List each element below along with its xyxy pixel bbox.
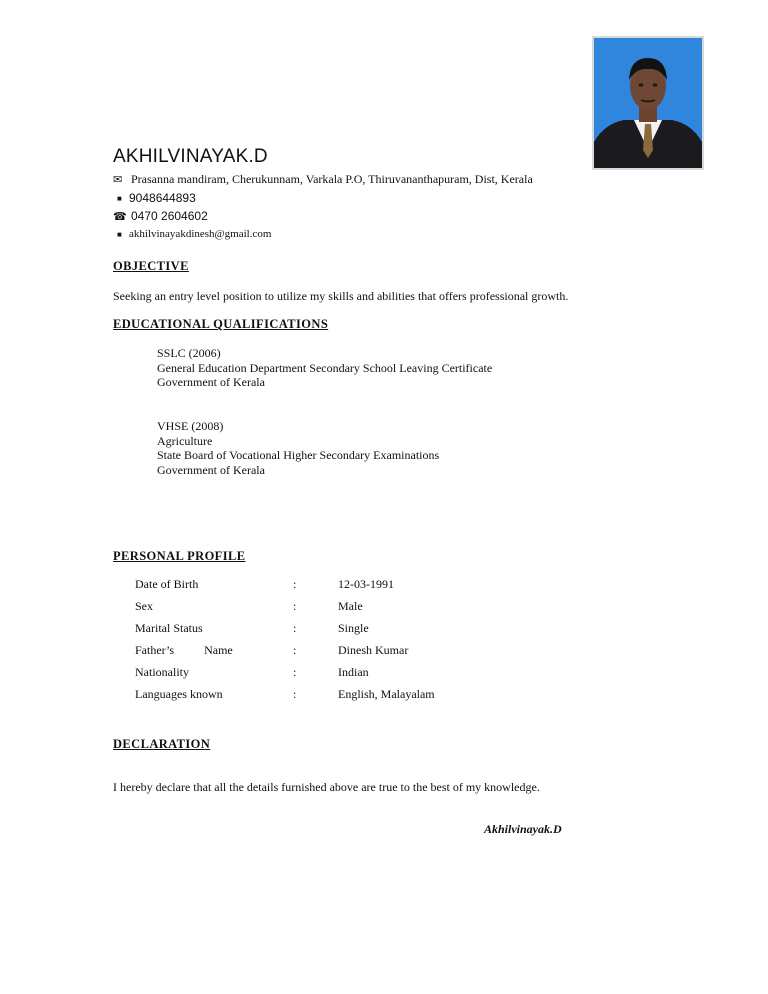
mobile-line — [113, 191, 196, 205]
profile-row — [135, 577, 535, 593]
profile-row — [135, 687, 535, 703]
education-line: Agriculture — [157, 433, 213, 448]
education-item — [157, 346, 492, 390]
declaration-heading: DECLARATION — [113, 737, 211, 751]
profile-label: Date of Birth — [135, 577, 199, 591]
declaration-text: I hereby declare that all the details furnished above are true to the best of my knowledge. — [113, 780, 540, 794]
personal-profile-heading: PERSONAL PROFILE — [113, 549, 246, 563]
profile-separator: : — [293, 665, 297, 679]
profile-separator: : — [293, 687, 297, 701]
profile-value: Male — [338, 599, 363, 613]
email-text: akhilvinayakdinesh@gmail.com — [129, 228, 272, 240]
envelope-icon: ✉ — [113, 174, 123, 186]
profile-label: Father’s Name — [135, 643, 233, 657]
bullet-icon: ■ — [117, 193, 122, 203]
profile-label: Languages known — [135, 687, 223, 701]
email-line — [113, 228, 271, 240]
objective-text: Seeking an entry level position to utilize my skills and abilities that offers professional growth. — [113, 289, 569, 303]
profile-value: Dinesh Kumar — [338, 643, 409, 657]
profile-value: English, Malayalam — [338, 687, 435, 701]
profile-value: Single — [338, 621, 369, 635]
address-text: Prasanna mandiram, Cherukunnam, Varkala P.O, Thiruvananthapuram, Dist, Kerala — [131, 172, 533, 186]
profile-separator: : — [293, 643, 297, 657]
signature-name: Akhilvinayak.D — [484, 822, 562, 836]
profile-value: Indian — [338, 665, 369, 679]
bullet-icon: ■ — [117, 229, 122, 239]
landline-text: 0470 2604602 — [131, 209, 208, 223]
profile-row — [135, 665, 535, 681]
address-line — [113, 172, 533, 187]
education-item — [157, 419, 439, 477]
candidate-name: AKHILVINAYAK.D — [113, 146, 268, 167]
education-line: Government of Kerala — [157, 462, 265, 477]
education-line: Government of Kerala — [157, 375, 265, 390]
objective-heading: OBJECTIVE — [113, 259, 189, 273]
education-line: State Board of Vocational Higher Secondary Examinations — [157, 448, 440, 463]
education-line: General Education Department Secondary School Leaving Certificate — [157, 360, 493, 375]
education-line: SSLC (2006) — [157, 346, 221, 360]
landline-line — [113, 209, 208, 223]
profile-label: Sex — [135, 599, 153, 613]
education-line: VHSE (2008) — [157, 419, 224, 433]
profile-label: Nationality — [135, 665, 189, 679]
education-heading: EDUCATIONAL QUALIFICATIONS — [113, 317, 329, 331]
portrait-image — [594, 38, 702, 168]
telephone-icon: ☎ — [113, 210, 127, 223]
profile-row — [135, 599, 535, 615]
profile-photo — [592, 36, 704, 170]
profile-separator: : — [293, 621, 297, 635]
mobile-text: 9048644893 — [129, 191, 196, 205]
profile-row — [135, 621, 535, 637]
profile-row — [135, 643, 535, 659]
profile-separator: : — [293, 577, 297, 591]
profile-separator: : — [293, 599, 297, 613]
profile-label: Marital Status — [135, 621, 203, 635]
profile-value: 12-03-1991 — [338, 577, 394, 591]
